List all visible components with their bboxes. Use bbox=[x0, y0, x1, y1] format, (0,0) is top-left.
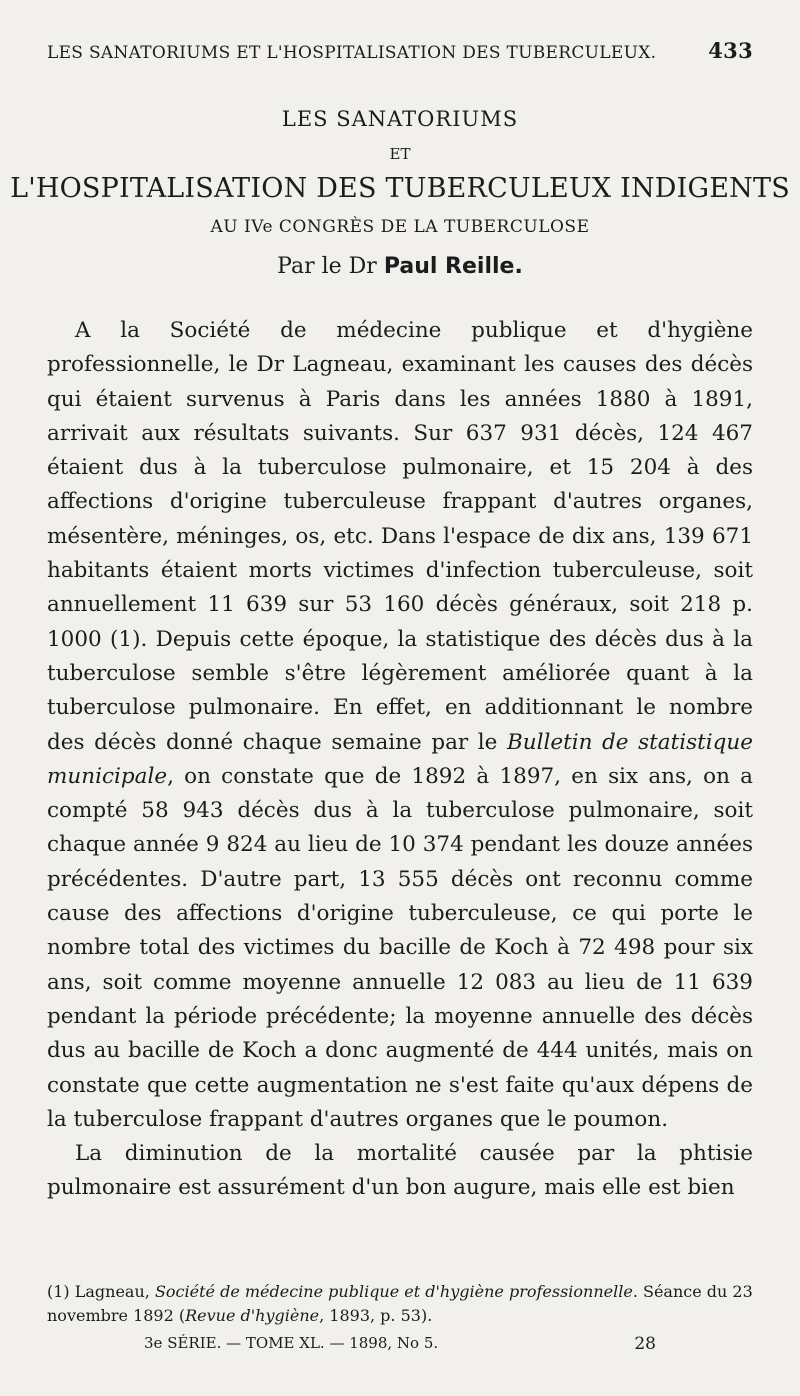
paragraph-2: La diminution de la mortalité causée par la phtisie pulmonaire est assurément d'un bon augure, mais elle est bien bbox=[47, 1141, 753, 1201]
footnote-society: Société de médecine publique et d'hygiène professionnelle bbox=[154, 1282, 633, 1301]
article-body bbox=[47, 314, 753, 1206]
article-title-block bbox=[0, 104, 800, 282]
title-line-4: AU IVe CONGRÈS DE LA TUBERCULOSE bbox=[210, 217, 590, 237]
footnote-marker: (1) Lagneau, bbox=[47, 1282, 155, 1301]
footnote-journal: Revue d'hygiène bbox=[185, 1306, 320, 1325]
author-name: Paul Reille. bbox=[383, 254, 523, 279]
page-number: 433 bbox=[708, 38, 753, 63]
series-line: 3e SÉRIE. — TOME XL. — 1898, No 5. bbox=[144, 1334, 439, 1352]
paragraph-1-part-b: , on constate que de 1892 à 1897, en six ans, on a compté 58 943 décès dus à la tuberculose pulmonaire, soit chaque année 9 824 au lieu de 10 374 pendant les douze années précédentes. D'autre part, 13 555 décès ont reconnu comme cause des affections d'origine tuberculeuse, ce qui porte le nombre total des victimes du bacille de Koch à 72 498 pour six ans, soit comme moyenne annuelle 12 083 au lieu de 11 639 pendant la période précédente; la moyenne annuelle des décès dus au bacille de Koch a donc augmenté de 444 unités, mais on constate que cette augmentation ne s'est faite qu'aux dépens de la tuberculose frappant d'autres organes que le poumon. bbox=[47, 763, 753, 1132]
footnote-text-2: , 1893, p. 53). bbox=[319, 1306, 433, 1325]
title-line-3: L'HOSPITALISATION DES TUBERCULEUX INDIGENTS bbox=[10, 173, 790, 204]
running-header bbox=[47, 38, 753, 63]
title-line-1: LES SANATORIUMS bbox=[281, 107, 519, 131]
bulletin-title: Bulletin de statistique municipale bbox=[47, 729, 753, 789]
title-line-2: ET bbox=[389, 145, 411, 163]
byline bbox=[0, 252, 800, 282]
footnote-text-1: . Séance du 23 novembre 1892 ( bbox=[47, 1282, 753, 1325]
running-title: LES SANATORIUMS ET L'HOSPITALISATION DES TUBERCULEUX. bbox=[47, 43, 657, 63]
sheet-number: 28 bbox=[634, 1334, 656, 1354]
paragraph-1-part-a: A la Société de médecine publique et d'hygiène professionnelle, le Dr Lagneau, examinant les causes des décès qui étaient survenus à Paris dans les années 1880 à 1891, arrivait aux résultats suivants. Sur 637 931 décès, 124 467 étaient dus à la tuberculose pulmonaire, et 15 204 à des affections d'origine tuberculeuse frappant d'autres organes, mésentère, méninges, os, etc. Dans l'espace de dix ans, 139 671 habitants étaient morts victimes d'infection tuberculeuse, soit annuellement 11 639 sur 53 160 décès généraux, soit 218 p. 1000 (1). Depuis cette époque, la statistique des décès dus à la tuberculose semble s'être légèrement améliorée quant à la tuberculose pulmonaire. En effet, en additionnant le nombre des décès donné chaque semaine par le bbox=[47, 318, 753, 755]
byline-prefix: Par le Dr bbox=[277, 254, 377, 279]
footnote bbox=[47, 1280, 753, 1328]
printer-signature bbox=[144, 1334, 656, 1354]
paragraph-1 bbox=[47, 314, 753, 1137]
